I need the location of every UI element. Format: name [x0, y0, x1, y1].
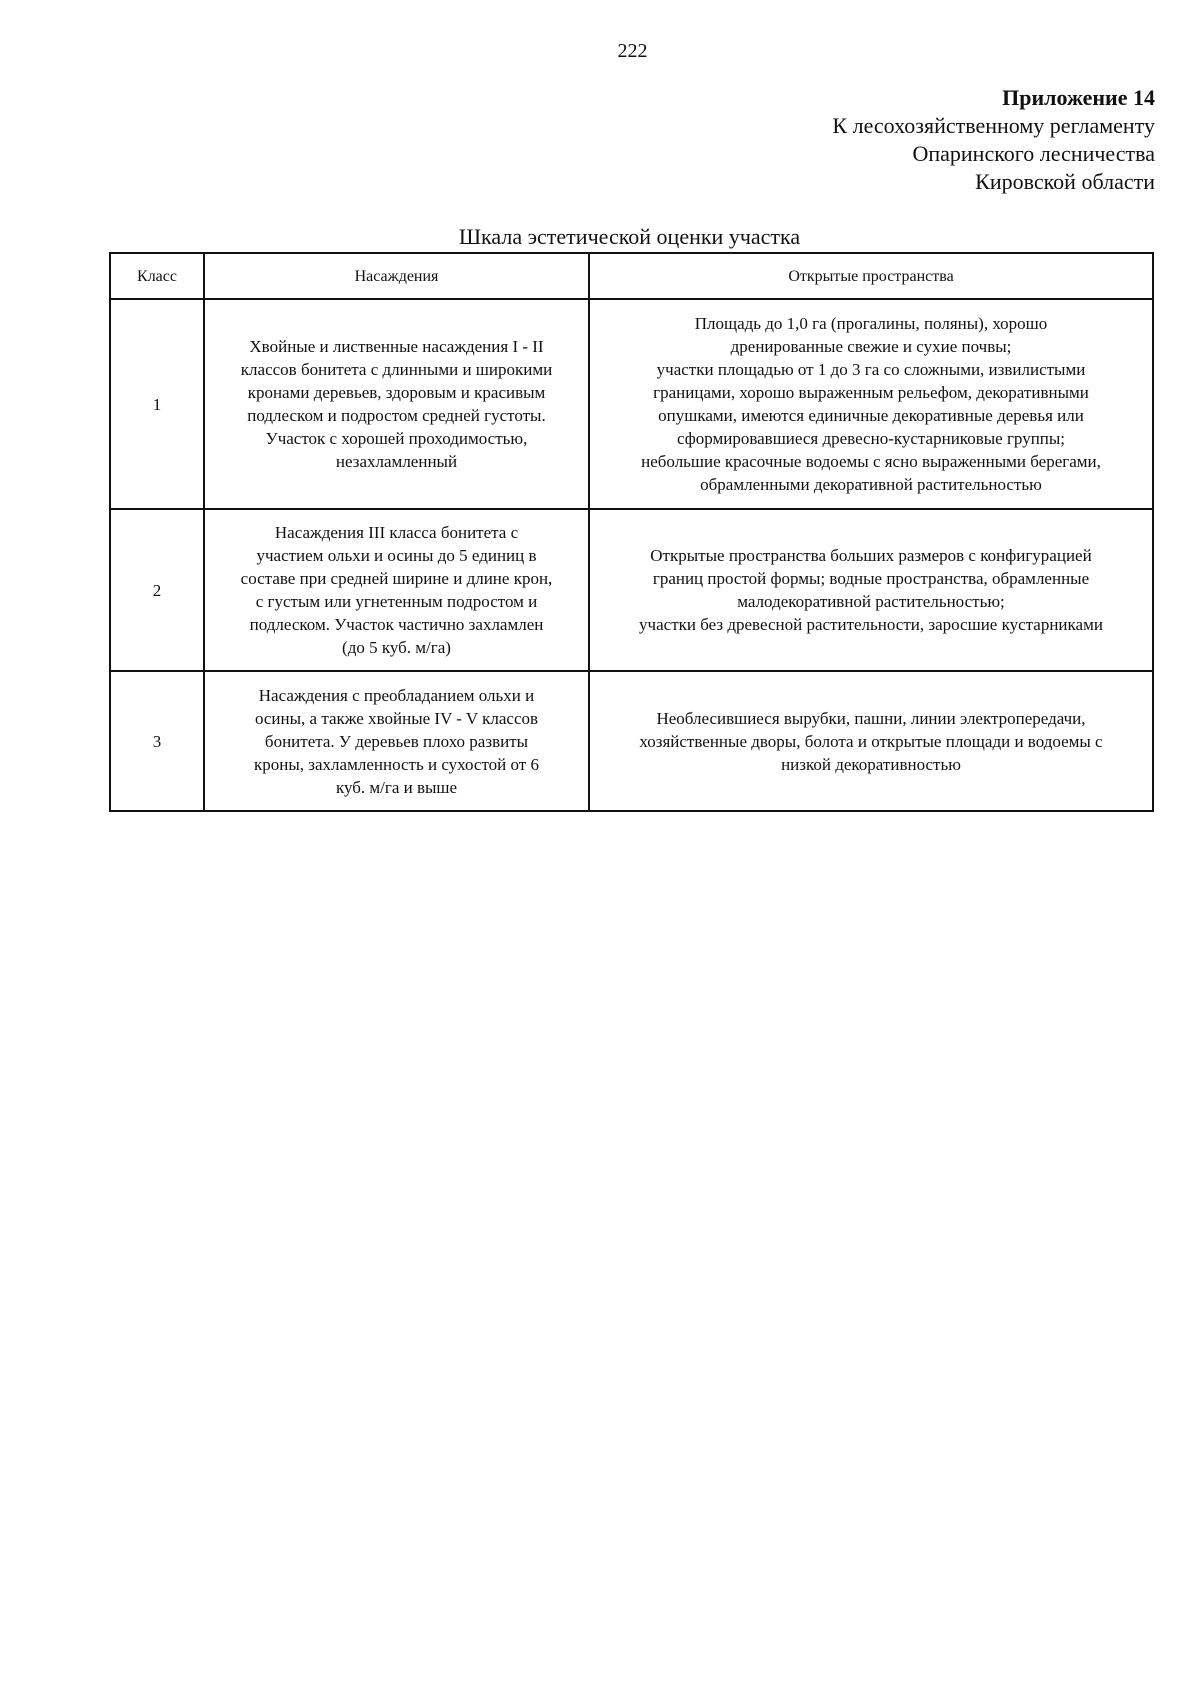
- appendix-line: К лесохозяйственному регламенту: [832, 113, 1155, 138]
- table-row: [110, 671, 1153, 811]
- appendix-line: Опаринского лесничества: [912, 141, 1155, 166]
- cell-open-spaces: Открытые пространства больших размеров с конфигурацией границ простой формы; водные пространства, обрамленные малодекоративной растительностью; участки без древесной растительности, заросшие кустарниками: [589, 509, 1153, 671]
- table-row: [110, 299, 1153, 509]
- cell-class: 1: [110, 299, 204, 509]
- header-open-spaces: Открытые пространства: [589, 253, 1153, 299]
- appendix-header: [832, 84, 1155, 196]
- cell-open-spaces: Необлесившиеся вырубки, пашни, линии электропередачи, хозяйственные дворы, болота и открытые площади и водоемы с низкой декоративностью: [589, 671, 1153, 811]
- table-header-row: [110, 253, 1153, 299]
- appendix-line: Кировской области: [975, 169, 1155, 194]
- appendix-title: Приложение 14: [1002, 85, 1155, 110]
- aesthetic-scale-table: [109, 252, 1154, 812]
- cell-plantings: Насаждения III класса бонитета с участием ольхи и осины до 5 единиц в составе при средней ширине и длине крон, с густым или угнетенным подростом и подлеском. Участок частично захламлен (до 5 куб. м/га): [204, 509, 589, 671]
- header-plantings: Насаждения: [204, 253, 589, 299]
- table-row: [110, 509, 1153, 671]
- cell-plantings: Хвойные и лиственные насаждения I - II классов бонитета с длинными и широкими кронами деревьев, здоровым и красивым подлеском и подростом средней густоты. Участок с хорошей проходимостью, незахламленный: [204, 299, 589, 509]
- cell-open-spaces: Площадь до 1,0 га (прогалины, поляны), хорошо дренированные свежие и сухие почвы; участки площадью от 1 до 3 га со сложными, извилистыми границами, хорошо выраженным рельефом, декоративными опушками, имеются единичные декоративные деревья или сформировавшиеся древесно-кустарниковые группы; небольшие красочные водоемы с ясно выраженными берегами, обрамленными декоративной растительностью: [589, 299, 1153, 509]
- cell-class: 3: [110, 671, 204, 811]
- cell-class: 2: [110, 509, 204, 671]
- table-title: Шкала эстетической оценки участка: [458, 224, 801, 249]
- cell-plantings: Насаждения с преобладанием ольхи и осины, а также хвойные IV - V классов бонитета. У деревьев плохо развиты кроны, захламленность и сухостой от 6 куб. м/га и выше: [204, 671, 589, 811]
- page-number: 222: [617, 40, 648, 62]
- header-class: Класс: [110, 253, 204, 299]
